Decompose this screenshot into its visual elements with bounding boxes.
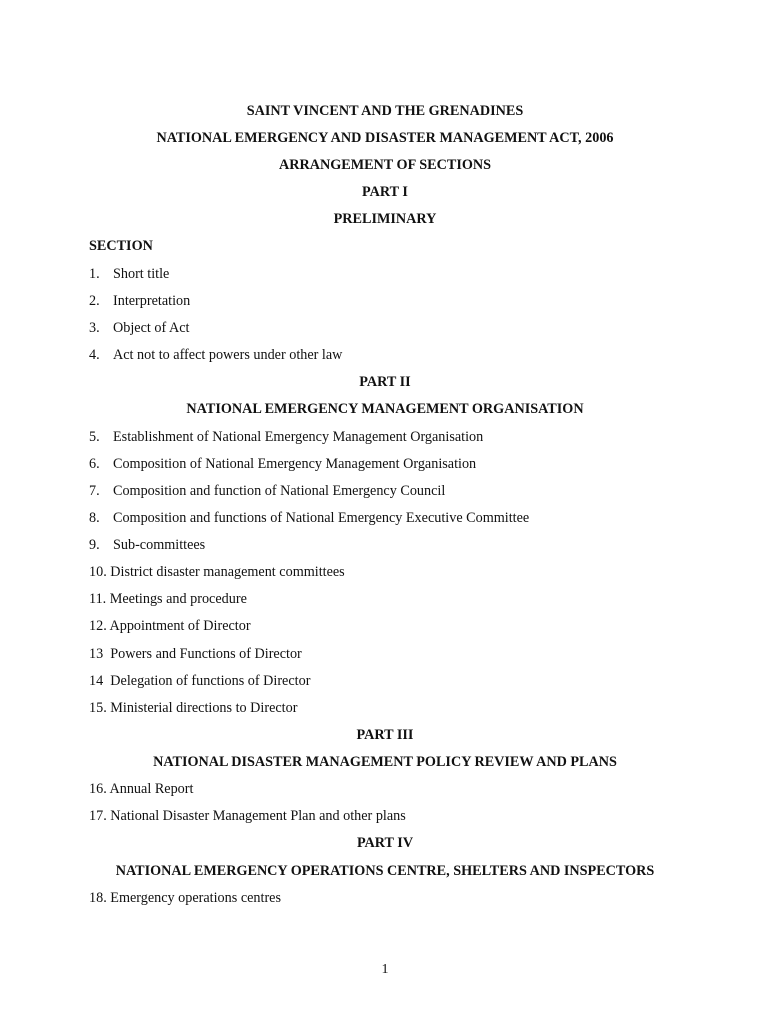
section-title: Composition of National Emergency Management Organisation (113, 456, 477, 472)
section-item (89, 618, 251, 635)
section-item (89, 456, 476, 473)
section-item (89, 700, 297, 717)
section-title: Delegation of functions of Director (110, 673, 311, 689)
page-number: 1 (381, 962, 389, 977)
section-title: Object of Act (113, 320, 190, 336)
part-1-label: PART I (362, 184, 408, 200)
section-title: National Disaster Management Plan and other plans (110, 808, 406, 824)
section-title: District disaster management committees (110, 564, 345, 580)
section-number: 15. (89, 700, 107, 716)
section-number: 8. (89, 510, 100, 526)
section-item (89, 293, 190, 310)
section-item (89, 483, 445, 500)
section-item (89, 890, 281, 907)
section-number: 18. (89, 890, 107, 906)
section-number: 14 (89, 673, 104, 689)
arrangement-heading: ARRANGEMENT OF SECTIONS (278, 157, 492, 173)
section-number: 13 (89, 646, 104, 662)
section-item (89, 673, 310, 690)
section-number: 3. (89, 320, 100, 336)
section-item (89, 266, 169, 283)
part-4-label: PART IV (356, 835, 414, 851)
section-number: 1. (89, 266, 100, 282)
section-title: Appointment of Director (109, 618, 251, 634)
section-heading: SECTION (89, 238, 153, 254)
section-number: 16. (89, 781, 107, 797)
country-heading: SAINT VINCENT AND THE GRENADINES (246, 103, 524, 119)
section-item (89, 429, 483, 446)
act-title: NATIONAL EMERGENCY AND DISASTER MANAGEMENT ACT, 2006 (156, 130, 614, 146)
part-3-label: PART III (356, 727, 414, 743)
section-item (89, 510, 529, 527)
section-item (89, 564, 345, 581)
section-title: Composition and function of National Emergency Council (113, 483, 446, 499)
section-item (89, 591, 247, 608)
part-3-title: NATIONAL DISASTER MANAGEMENT POLICY REVIEW AND PLANS (153, 754, 617, 770)
section-title: Ministerial directions to Director (110, 700, 298, 716)
section-number: 5. (89, 429, 100, 445)
part-2-title: NATIONAL EMERGENCY MANAGEMENT ORGANISATION (186, 401, 584, 417)
section-number: 12. (89, 618, 107, 634)
section-item (89, 347, 342, 364)
section-number: 4. (89, 347, 100, 363)
section-number: 9. (89, 537, 100, 553)
section-number: 6. (89, 456, 100, 472)
part-2-label: PART II (359, 374, 411, 390)
section-item (89, 781, 193, 798)
section-item (89, 646, 302, 663)
part-4-title: NATIONAL EMERGENCY OPERATIONS CENTRE, SHELTERS AND INSPECTORS (115, 863, 655, 879)
section-item (89, 808, 406, 825)
part-1-title: PRELIMINARY (333, 211, 437, 227)
section-title: Short title (113, 266, 170, 282)
section-title: Act not to affect powers under other law (113, 347, 343, 363)
section-number: 7. (89, 483, 100, 499)
section-title: Annual Report (109, 781, 194, 797)
section-number: 11. (89, 591, 107, 607)
section-title: Meetings and procedure (109, 591, 247, 607)
section-number: 10. (89, 564, 107, 580)
section-title: Powers and Functions of Director (110, 646, 302, 662)
section-title: Composition and functions of National Emergency Executive Committee (113, 510, 530, 526)
section-title: Establishment of National Emergency Management Organisation (113, 429, 484, 445)
section-number: 2. (89, 293, 100, 309)
section-item (89, 537, 205, 554)
section-title: Sub-committees (113, 537, 206, 553)
section-number: 17. (89, 808, 107, 824)
section-item (89, 320, 189, 337)
section-title: Interpretation (113, 293, 191, 309)
section-title: Emergency operations centres (110, 890, 281, 906)
